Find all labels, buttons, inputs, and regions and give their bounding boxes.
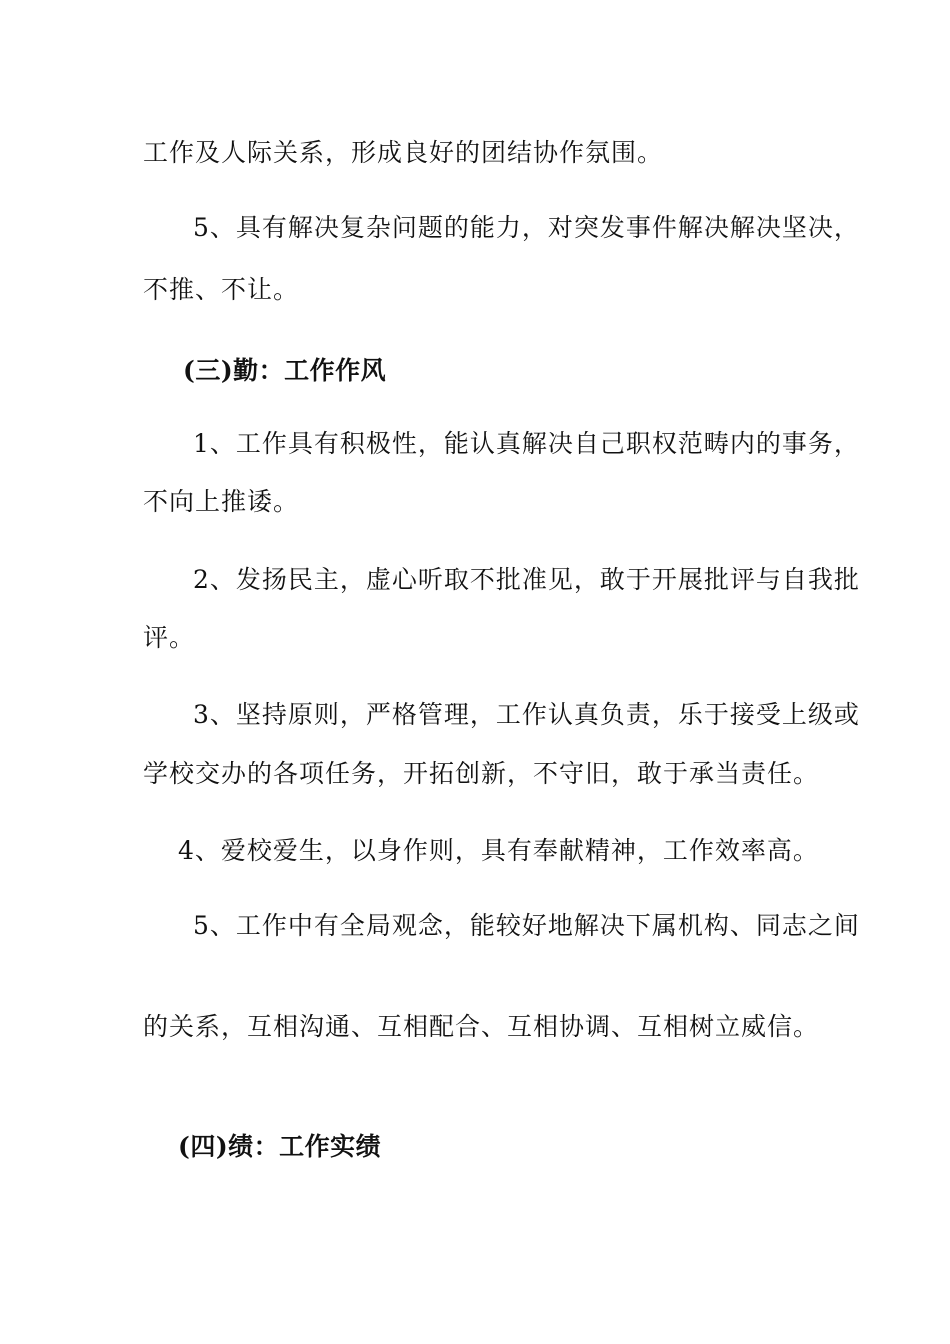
paragraph-line: 不向上推诿。 [143, 487, 300, 516]
paragraph-line: 不推、不让。 [143, 275, 300, 304]
paragraph-line: 5、工作中有全局观念，能较好地解决下属机构、同志之间 [193, 911, 860, 940]
paragraph-line: 1、工作具有积极性，能认真解决自己职权范畴内的事务， [193, 429, 860, 458]
paragraph-line: 5、具有解决复杂问题的能力，对突发事件解决解决坚决， [193, 213, 860, 242]
section-heading: (三)勤：工作作风 [183, 356, 387, 385]
paragraph-line: 学校交办的各项任务，开拓创新，不守旧，敢于承当责任。 [143, 759, 820, 788]
section-heading: (四)绩：工作实绩 [178, 1132, 382, 1161]
paragraph-line: 3、坚持原则，严格管理，工作认真负责，乐于接受上级或 [193, 700, 860, 729]
paragraph-line: 的关系，互相沟通、互相配合、互相协调、互相树立威信。 [143, 1012, 820, 1041]
paragraph-line: 工作及人际关系，形成良好的团结协作氛围。 [143, 138, 664, 167]
paragraph-line: 4、爱校爱生，以身作则，具有奉献精神，工作效率高。 [178, 836, 819, 865]
paragraph-line: 评。 [143, 623, 196, 652]
paragraph-line: 2、发扬民主，虚心听取不批准见，敢于开展批评与自我批 [193, 565, 860, 594]
